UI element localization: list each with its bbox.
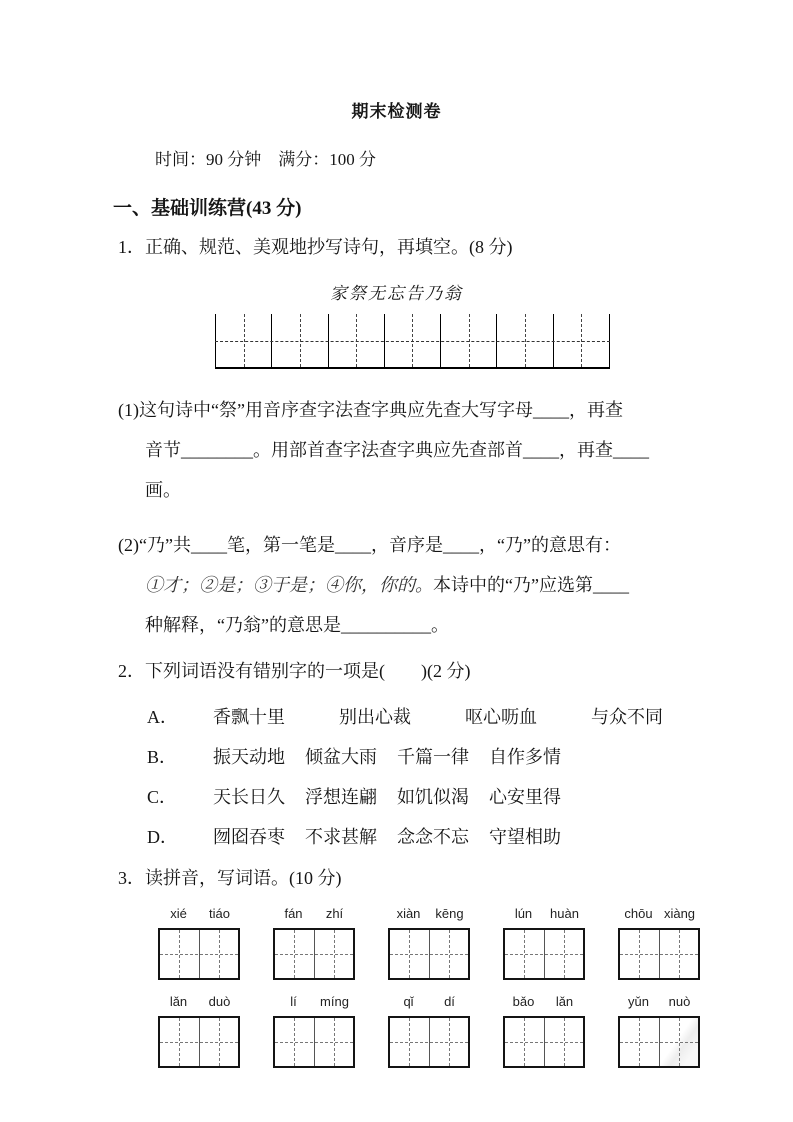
- pinyin-unit: [158, 904, 240, 980]
- option-word: 振天动地: [213, 747, 285, 767]
- pinyin-writing-box: [388, 1016, 470, 1068]
- q3-prompt: 3．读拼音，写词语。(10 分): [118, 868, 342, 888]
- pinyin-rows: [0, 904, 793, 1068]
- pinyin-writing-box: [503, 928, 585, 980]
- option-words: [213, 705, 663, 729]
- pinyin-labels: [388, 904, 470, 924]
- pinyin-unit: [618, 992, 700, 1068]
- pinyin-cell: [199, 1018, 239, 1066]
- pinyin-syllable: xiàn: [396, 906, 421, 921]
- sub1-line: (1)这句诗中“祭”用音序查字法查字典应先查大写字母____，再查: [118, 400, 623, 420]
- pinyin-syllable: bǎo: [512, 994, 535, 1009]
- pinyin-labels: [503, 992, 585, 1012]
- pinyin-cell: [160, 1018, 199, 1066]
- pinyin-writing-box: [158, 1016, 240, 1068]
- pinyin-syllable: xiàng: [663, 906, 696, 921]
- copy-grid-cell: [271, 314, 327, 367]
- verse-to-copy: 家祭无忘告乃翁: [330, 284, 463, 303]
- pinyin-unit: [158, 992, 240, 1068]
- option-word: 倾盆大雨: [305, 747, 377, 767]
- option-word: 念念不忘: [397, 827, 469, 847]
- pinyin-syllable: chōu: [624, 906, 653, 921]
- pinyin-writing-box: [618, 1016, 700, 1068]
- q2-prompt: 2．下列词语没有错别字的一项是( )(2 分): [118, 661, 471, 681]
- option-words: [213, 785, 561, 809]
- pinyin-labels: [503, 904, 585, 924]
- pinyin-cell: [659, 930, 699, 978]
- option-label: B．: [147, 747, 178, 767]
- pinyin-writing-box: [503, 1016, 585, 1068]
- pinyin-syllable: lún: [514, 906, 533, 921]
- option-word: 守望相助: [489, 827, 561, 847]
- pinyin-cell: [505, 930, 544, 978]
- copy-grid: [215, 314, 610, 369]
- option-row: [147, 745, 793, 769]
- pinyin-row: [158, 904, 793, 980]
- pinyin-syllable: zhí: [325, 906, 344, 921]
- pinyin-cell: [544, 930, 584, 978]
- pinyin-writing-box: [273, 1016, 355, 1068]
- pinyin-syllable: kēng: [435, 906, 464, 921]
- copy-grid-cell: [215, 314, 271, 367]
- pinyin-unit: [618, 904, 700, 980]
- pinyin-writing-box: [273, 928, 355, 980]
- pinyin-cell: [390, 930, 429, 978]
- pinyin-syllable: míng: [320, 994, 349, 1009]
- option-word: 自作多情: [489, 747, 561, 767]
- pinyin-labels: [618, 904, 700, 924]
- option-word: 天长日久: [213, 787, 285, 807]
- exam-title: 期末检测卷: [351, 102, 442, 121]
- sub2-line-rest: 本诗中的“乃”应选第____: [433, 575, 629, 595]
- pinyin-syllable: tiáo: [209, 906, 230, 921]
- pinyin-syllable: fán: [284, 906, 303, 921]
- pinyin-cell: [620, 1018, 659, 1066]
- pinyin-cell: [429, 1018, 469, 1066]
- sub2-line: [145, 565, 793, 605]
- option-word: 别出心裁: [339, 707, 411, 727]
- pinyin-unit: [273, 904, 355, 980]
- pinyin-unit: [388, 992, 470, 1068]
- sub1-line: 音节________。用部首查字法查字典应先查部首____，再查____: [145, 440, 649, 460]
- pinyin-cell: [505, 1018, 544, 1066]
- pinyin-cell: [390, 1018, 429, 1066]
- option-label: D．: [147, 827, 178, 847]
- sub2-line: 种解释，“乃翁”的意思是__________。: [145, 615, 449, 635]
- pinyin-syllable: xié: [170, 906, 187, 921]
- pinyin-syllable: lí: [290, 994, 297, 1009]
- pinyin-row: [158, 992, 793, 1068]
- meaning-options: ①才；②是；③于是；④你，你的。: [145, 575, 433, 595]
- pinyin-unit: [503, 992, 585, 1068]
- pinyin-syllable: lǎn: [169, 994, 188, 1009]
- pinyin-syllable: dí: [444, 994, 455, 1009]
- pinyin-cell: [275, 1018, 314, 1066]
- pinyin-syllable: huàn: [550, 906, 579, 921]
- option-word: 与众不同: [591, 707, 663, 727]
- pinyin-cell: [429, 930, 469, 978]
- sub-question-2: [0, 525, 793, 645]
- option-row: [147, 705, 793, 729]
- pinyin-writing-box: [388, 928, 470, 980]
- option-word: 千篇一律: [397, 747, 469, 767]
- pinyin-cell: [160, 930, 199, 978]
- option-word: 囫囵吞枣: [213, 827, 285, 847]
- exam-info-line: 时间：90 分钟 满分：100 分: [155, 150, 376, 169]
- option-word: 如饥似渴: [397, 787, 469, 807]
- option-label: C．: [147, 787, 178, 807]
- sub-question-1: [0, 390, 793, 510]
- pinyin-cell: [544, 1018, 584, 1066]
- pinyin-labels: [158, 992, 240, 1012]
- copy-grid-cell: [553, 314, 610, 367]
- pinyin-cell: [199, 930, 239, 978]
- copy-grid-cell: [384, 314, 440, 367]
- pinyin-writing-box: [618, 928, 700, 980]
- option-word: 不求甚解: [305, 827, 377, 847]
- option-words: [213, 825, 561, 849]
- pinyin-labels: [273, 904, 355, 924]
- pinyin-writing-box: [158, 928, 240, 980]
- copy-grid-cell: [440, 314, 496, 367]
- pinyin-unit: [388, 904, 470, 980]
- copy-grid-cell: [496, 314, 552, 367]
- pinyin-labels: [158, 904, 240, 924]
- pinyin-cell: [314, 1018, 354, 1066]
- pinyin-cell: [659, 1018, 699, 1066]
- copy-grid-cell: [328, 314, 384, 367]
- q2-options: [0, 705, 793, 849]
- pinyin-syllable: yǔn: [628, 994, 649, 1009]
- option-row: [147, 825, 793, 849]
- pinyin-cell: [314, 930, 354, 978]
- pinyin-labels: [618, 992, 700, 1012]
- option-word: 呕心呖血: [465, 707, 537, 727]
- sub1-line: 画。: [145, 480, 181, 500]
- option-word: 香飘十里: [213, 707, 285, 727]
- pinyin-cell: [620, 930, 659, 978]
- q1-prompt: 1．正确、规范、美观地抄写诗句，再填空。(8 分): [118, 237, 513, 257]
- pinyin-labels: [273, 992, 355, 1012]
- option-label: A．: [147, 707, 178, 727]
- option-word: 浮想连翩: [305, 787, 377, 807]
- pinyin-syllable: qǐ: [403, 994, 414, 1009]
- pinyin-syllable: lǎn: [555, 994, 574, 1009]
- sub2-line: (2)“乃”共____笔，第一笔是____，音序是____，“乃”的意思有：: [118, 535, 621, 555]
- pinyin-syllable: duò: [208, 994, 231, 1009]
- option-words: [213, 745, 561, 769]
- section-heading: 一、基础训练营(43 分): [113, 198, 302, 219]
- pinyin-labels: [388, 992, 470, 1012]
- pinyin-cell: [275, 930, 314, 978]
- option-word: 心安里得: [489, 787, 561, 807]
- pinyin-syllable: nuò: [668, 994, 691, 1009]
- pinyin-unit: [503, 904, 585, 980]
- option-row: [147, 785, 793, 809]
- pinyin-unit: [273, 992, 355, 1068]
